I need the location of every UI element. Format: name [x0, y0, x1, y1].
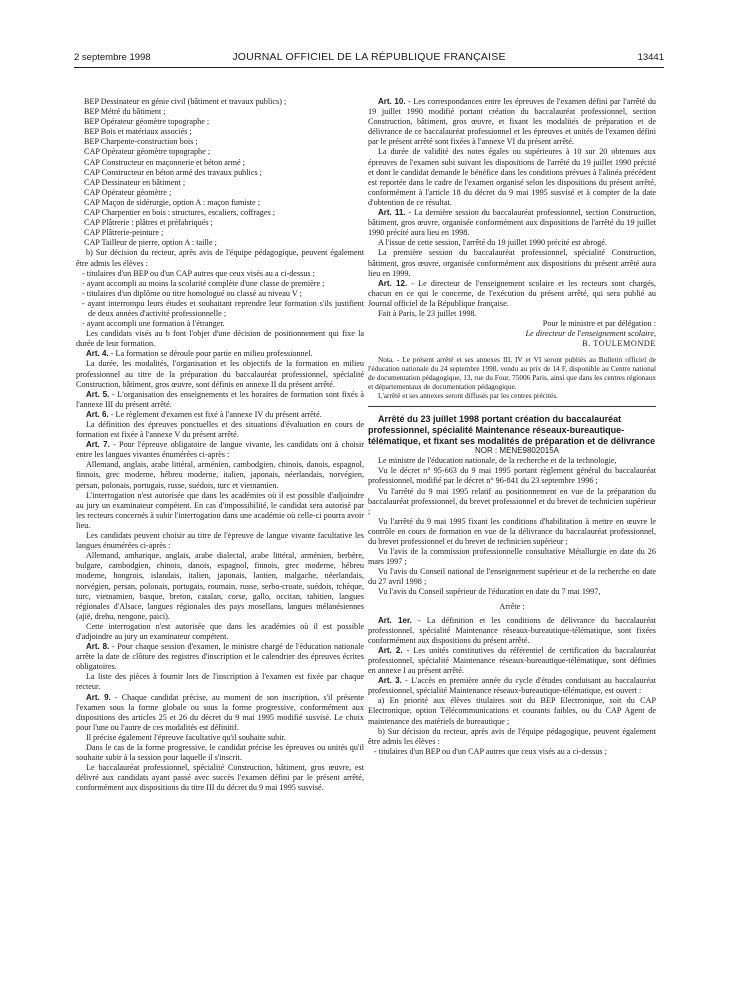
- article-9: Art. 9. - Chaque candidat précise, au moment de son inscription, s'il présente l'examen sous la forme globale ou sous la forme progressive, conformément aux dispositions des articles 25 et 26 du décret du 9 mai 1995 modifié susvisé. Le choix pour l'une ou l'autre de ces modalités est définitif.: [76, 692, 364, 732]
- right-column: [368, 97, 656, 757]
- list-item: - ayant accompli au moins la scolarité complète d'une classe de première ;: [82, 278, 325, 288]
- article-label: Art. 2.: [378, 645, 403, 655]
- article-5: Art. 5. - L'organisation des enseignements et les horaires de formation sont fixés à l'annexe III du présent arrêté.: [76, 389, 365, 409]
- article-2: Art. 2. - Les unités constitutives du référentiel de certification du baccalauréat professionnel, spécialité Maintenance réseaux-bureautique-télématique, sont définies en annexe I au présent arrêté.: [368, 645, 657, 676]
- paragraph: Cette interrogation n'est autorisée que dans les académies où il est possible d'adjoindre au jury un examinateur compétent.: [76, 621, 364, 641]
- page-header: [74, 50, 664, 66]
- paragraph: La première session du baccalauréat professionnel, spécialité Construction, bâtiment, gros œuvre, organisée conformément aux dispositions du présent arrêté aura lieu en 1999.: [368, 248, 656, 278]
- list-item: BEP Charpente-construction bois ;: [84, 137, 198, 147]
- list-item: BEP Dessinateur en génie civil (bâtiment et travaux publics) ;: [84, 97, 287, 106]
- paragraph: Vu l'avis du Conseil national de l'enseignement supérieur et de la recherche en date du 27 avril 1998 ;: [368, 567, 656, 587]
- paragraph: Vu l'arrêté du 9 mai 1995 relatif au positionnement en vue de la préparation du baccalauréat professionnel, du brevet professionnel et du brevet de technicien supérieur ;: [368, 486, 656, 516]
- article-label: Art. 11.: [378, 208, 406, 218]
- header-date: 2 septembre 1998: [74, 52, 151, 63]
- list-item: CAP Constructeur en maçonnerie et béton armé ;: [84, 157, 245, 167]
- article-label: Art. 6.: [86, 409, 109, 419]
- paragraph: Vu le décret n° 95-663 du 9 mai 1995 portant règlement général du baccalauréat professionnel, modifié par le décret n° 96-841 du 23 septembre 1996 ;: [368, 466, 656, 486]
- article-label: Art. 1er.: [378, 615, 412, 625]
- paragraph: La durée, les modalités, l'organisation et les objectifs de la formation en milieu professionnel au titre de la préparation du baccalauréat professionnel, spécialité Construction, bâtiment, gros œuvre, sont définis en annexe II du présent arrêté.: [76, 359, 364, 389]
- signature-title: Le directeur de l'enseignement scolaire,: [525, 329, 656, 339]
- article-label: Art. 4.: [86, 349, 109, 359]
- list-item: CAP Constructeur en béton armé des travaux publics ;: [84, 167, 262, 177]
- paragraph: La liste des pièces à fournir lors de l'inscription à l'examen est fixée par chaque recteur.: [76, 672, 364, 692]
- list-item: - titulaires d'un BEP ou d'un CAP autres que ceux visés au a ci-dessus ;: [82, 268, 315, 278]
- list-item: - titulaires d'un BEP ou d'un CAP autres que ceux visés au a ci-dessus ;: [374, 746, 607, 756]
- article-10: Art. 10. - Les correspondances entre les épreuves de l'examen défini par l'arrêté du 19 juillet 1990 modifié portant création du baccalauréat professionnel, section Construction, bâtiment, gros œuvre, et fixant les modalités de préparation et de délivrance de ce baccalauréat professionnel et les épreuves et unités de l'examen défini par le présent arrêté sont fixées à l'annexe VI du présent arrêté.: [368, 97, 657, 147]
- paragraph: A l'issue de cette session, l'arrêté du 19 juillet 1990 précité est abrogé.: [378, 238, 607, 248]
- signature-line: Pour le ministre et par délégation :: [542, 319, 656, 329]
- paragraph: Les candidats peuvent choisir au titre de l'épreuve de langue vivante facultative les langues énumérées ci-après :: [76, 531, 364, 551]
- paragraph: a) En priorité aux élèves titulaires soit du BEP Electronique, soit du CAP Electronique, option Télécommunications et courants faibles, ou du CAP Agent de maintenance des matériels de bureautique ;: [368, 696, 656, 726]
- paragraph: Vu l'avis de la commission professionnelle consultative Métallurgie en date du 26 mars 1997 ;: [368, 547, 656, 567]
- done-at: Fait à Paris, le 23 juillet 1998.: [378, 308, 477, 318]
- paragraph: Allemand, anglais, arabe littéral, arménien, cambodgien, chinois, danois, espagnol, finnois, grec moderne, hébreu moderne, italien, japonais, néerlandais, norvégien, persan, polonais, portugais, russe, suédois, turc et vietnamien.: [76, 460, 364, 490]
- list-item: CAP Charpentier en bois : structures, escaliers, coffrages ;: [84, 208, 275, 218]
- article-label: Art. 3.: [378, 676, 402, 686]
- page-number: 13441: [637, 52, 664, 63]
- list-item: BEP Bois et matériaux associés ;: [84, 127, 192, 137]
- article-label: Art. 10.: [378, 97, 406, 106]
- paragraph: b) Sur décision du recteur, après avis de l'équipe pédagogique, peuvent également être admis les élèves :: [368, 726, 656, 746]
- header-title: JOURNAL OFFICIEL DE LA RÉPUBLIQUE FRANÇAISE: [232, 51, 506, 63]
- article-label: Art. 12.: [378, 278, 408, 288]
- list-item: BEP Opérateur géomètre topographe ;: [84, 117, 210, 127]
- paragraph: Dans le cas de la forme progressive, le candidat précise les épreuves ou unités qu'il souhaite subir à la session pour laquelle il s'inscrit.: [76, 743, 364, 763]
- arrete-heading: Arrête :: [499, 601, 525, 611]
- article-8: Art. 8. - Pour chaque session d'examen, le ministre chargé de l'éducation nationale arrête la date de clôture des registres d'inscription et le calendrier des épreuves écrites obligatoires.: [76, 642, 365, 672]
- header-rule: [74, 67, 664, 68]
- list-item: CAP Opérateur géomètre topographe ;: [84, 147, 211, 157]
- article-6: Art. 6. - Le règlement d'examen est fixé à l'annexe IV du présent arrêté.: [86, 409, 322, 419]
- list-item: CAP Dessinateur en bâtiment ;: [84, 177, 186, 187]
- paragraph: Il précise également l'épreuve facultative qu'il souhaite subir.: [86, 732, 286, 742]
- article-4: Art. 4. - La formation se déroule pour partie en milieu professionnel.: [86, 349, 313, 359]
- article-3: Art. 3. - L'accès en première année du cycle d'études conduisant au baccalauréat professionnel, spécialité Maintenance réseaux-bureautique-télématique, est ouvert :: [368, 676, 657, 696]
- list-item: BEP Métré du bâtiment ;: [84, 107, 166, 117]
- signature-name: B. TOULEMONDE: [582, 339, 656, 349]
- paragraph: Allemand, amharique, anglais, arabe dialectal, arabe littéral, arménien, berbère, bulgare, cambodgien, chinois, danois, espagnol, finnois, grec moderne, hébreu moderne, hongrois, islandais, italien, japonais, laotien, malgache, néerlandais, norvégien, persan, polonais, portugais, roumain, russe, serbo-croate, suédois, tchèque, turc, vietnamien, basque, breton, catalan, corse, gallo, occitan, tahitien, langues régionales d'Alsace, langues régionales des pays mosellans, langues mélanésiennes (ajië, drehu, nengone, paici).: [76, 551, 364, 621]
- paragraph: La définition des épreuves ponctuelles et des situations d'évaluation en cours de formation est fixée à l'annexe V du présent arrêté.: [76, 420, 364, 440]
- nor-reference: NOR : MENE9802015A: [474, 446, 560, 456]
- article-label: Art. 8.: [86, 642, 110, 652]
- nota: Nota. - Le présent arrêté et ses annexes III, IV et VI seront publiés au Bulletin officiel de l'éducation nationale du 24 septembre 1998, vendu au prix de 14 F, disponible au Centre national de documentation pédagogique, 13, rue du Four, 75006 Paris, ainsi que dans les centres régionaux et départementaux de documentation pédagogique.: [368, 355, 656, 392]
- paragraph: Vu l'avis du Conseil supérieur de l'éducation en date du 7 mai 1997,: [378, 587, 601, 597]
- nota-2: L'arrêté et ses annexes seront diffusés par les centres précités.: [378, 391, 558, 401]
- list-item: CAP Opérateur géomètre ;: [84, 187, 172, 197]
- section-divider: [368, 406, 656, 407]
- paragraph: Vu l'arrêté du 9 mai 1995 fixant les conditions d'habilitation à mettre en œuvre le contrôle en cours de formation en vue de la délivrance du baccalauréat professionnel, du brevet professionnel et du brevet de technicien supérieur ;: [368, 516, 656, 546]
- list-item: CAP Maçon de sidérurgie, option A : maçon fumiste ;: [84, 197, 261, 207]
- article-label: Art. 7.: [86, 440, 110, 450]
- paragraph: La durée de validité des notes égales ou supérieures à 10 sur 20 obtenues aux épreuves de l'examen subi suivant les dispositions de l'arrêté du 19 juillet 1990 précité et dont le candidat demande le bénéfice dans les conditions prévues à l'alinéa précédent est reportée dans le cadre de l'examen organisé selon les dispositions du présent arrêté, conformément à l'article 18 du décret du 9 mai 1995 susvisé et à compter de la date d'obtention de ce résultat.: [368, 147, 656, 207]
- article-1: Art. 1er. - La définition et les conditions de délivrance du baccalauréat professionnel, spécialité Maintenance réseaux-bureautique-télématique, sont fixées conformément aux dispositions du présent arrêté.: [368, 615, 656, 645]
- article-11: Art. 11. - La dernière session du baccalauréat professionnel, section Construction, bâtiment, gros œuvre, organisée conformément aux dispositions de l'arrêté du 19 juillet 1990 précité aura lieu en 1998.: [368, 208, 656, 238]
- list-item: - ayant accompli une formation à l'étranger.: [82, 319, 225, 329]
- article-label: Art. 5.: [86, 389, 110, 399]
- paragraph: Les candidats visés au b font l'objet d'une décision de positionnement qui fixe la durée de leur formation.: [76, 329, 364, 349]
- article-12: Art. 12. - Le directeur de l'enseignement scolaire et les recteurs sont chargés, chacun en ce qui le concerne, de l'exécution du présent arrêté, qui sera publié au Journal officiel de la République française.: [368, 278, 656, 308]
- list-item: - titulaires d'un diplôme ou titre homologué ou classé au niveau V ;: [82, 288, 302, 298]
- decree-title: Arrêté du 23 juillet 1998 portant création du baccalauréat professionnel, spécialité Maintenance réseaux-bureautique-télématique, et fixant ses modalités de préparation et de délivrance: [368, 414, 656, 446]
- list-item: CAP Plâtrerie : plâtres et préfabriqués ;: [84, 218, 213, 228]
- paragraph: Le ministre de l'éducation nationale, de la recherche et de la technologie,: [378, 456, 617, 466]
- list-item: CAP Tailleur de pierre, option A : taille ;: [84, 238, 217, 248]
- paragraph: b) Sur décision du recteur, après avis de l'équipe pédagogique, peuvent également être admis les élèves :: [76, 248, 364, 268]
- paragraph: Le baccalauréat professionnel, spécialité Construction, bâtiment, gros œuvre, est délivré aux candidats ayant passé avec succès l'examen défini par le présent arrêté, conformément aux dispositions du titre III du décret du 9 mai 1995 susvisé.: [76, 763, 364, 793]
- list-item: CAP Plâtrerie-peinture ;: [84, 228, 164, 238]
- list-item: - ayant interrompu leurs études et souhaitant reprendre leur formation s'ils justifient de deux années d'activité professionnelle ;: [82, 298, 364, 318]
- left-column: [76, 97, 364, 793]
- article-7: Art. 7. - Pour l'épreuve obligatoire de langue vivante, les candidats ont à choisir entre les langues vivantes énumérées ci-après :: [76, 440, 364, 460]
- article-label: Art. 9.: [86, 692, 111, 702]
- paragraph: L'interrogation n'est autorisée que dans les académies où il est possible d'adjoindre au jury un examinateur compétent. En cas d'impossibilité, le candidat sera autorisé par les recteurs concernés à subir l'interrogation dans une académie où celle-ci pourra avoir lieu.: [76, 490, 364, 530]
